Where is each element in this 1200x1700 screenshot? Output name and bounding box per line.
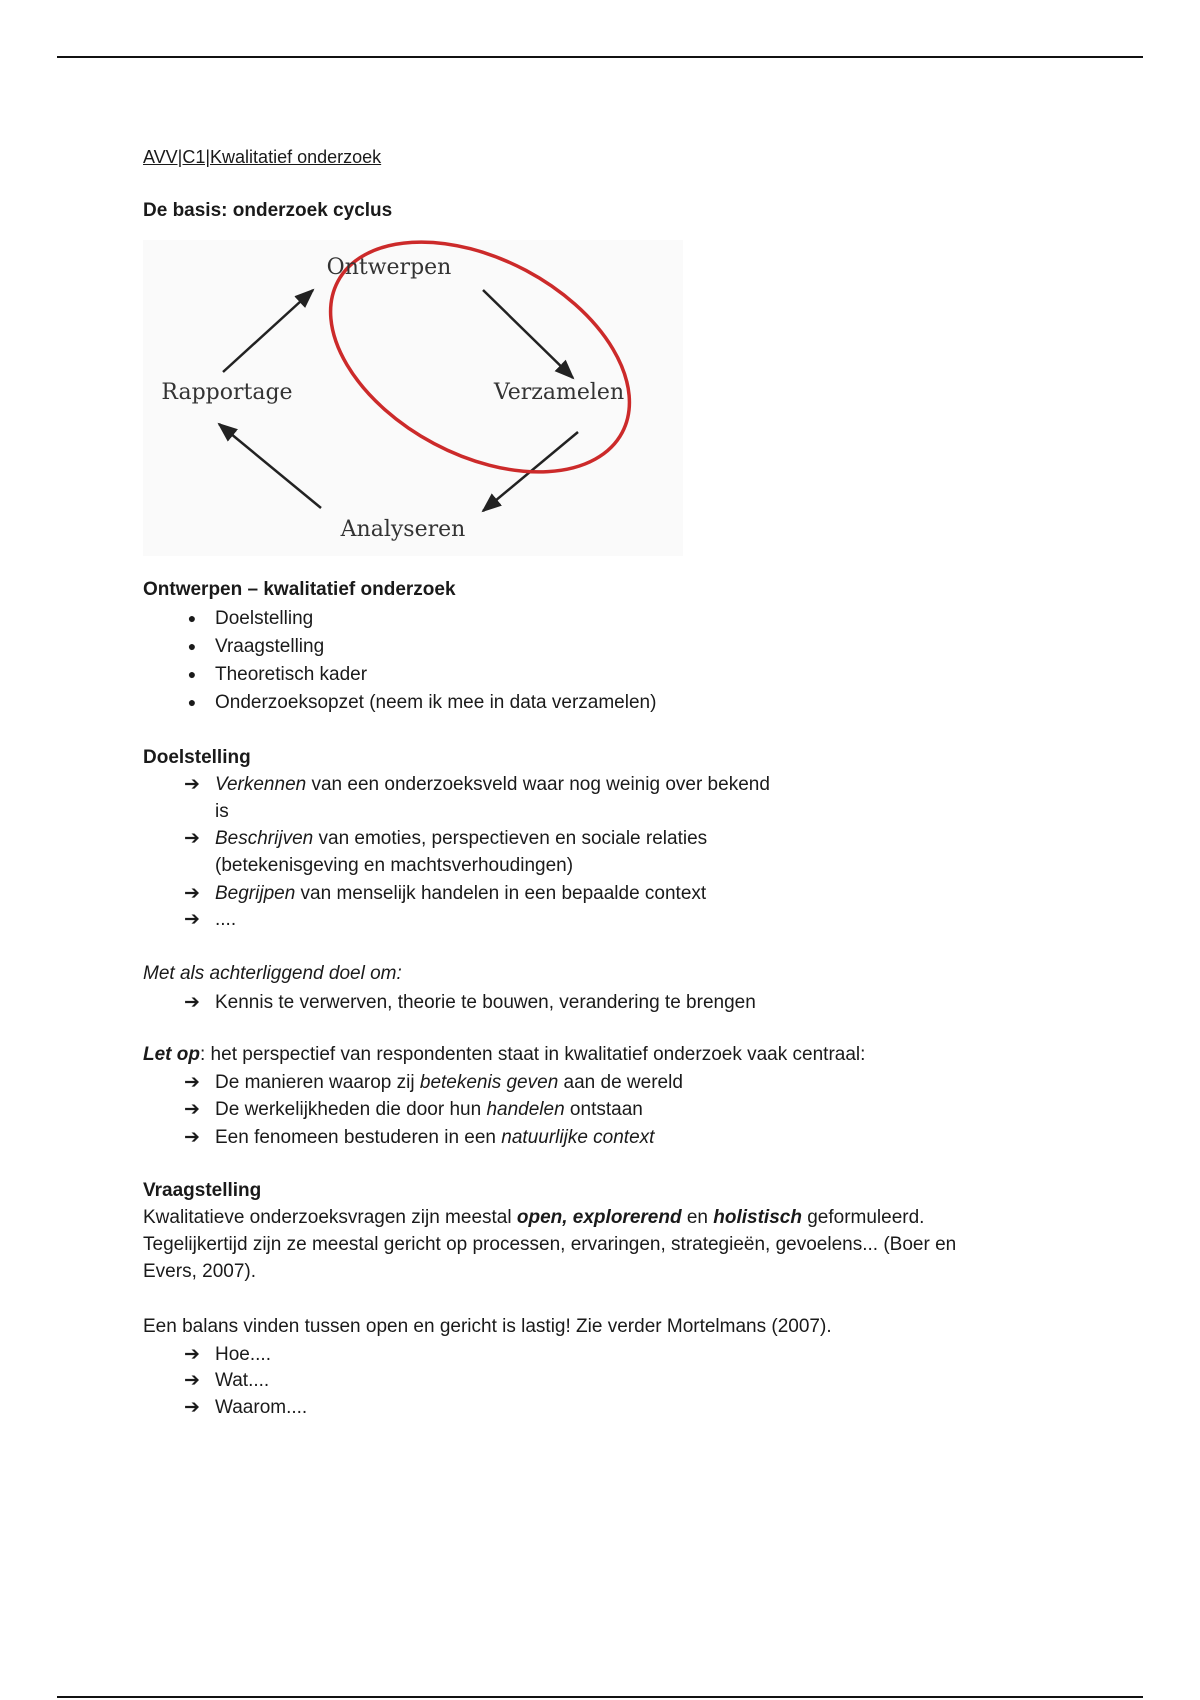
aim-intro: Met als achterliggend doel om:	[143, 963, 402, 984]
balans-paragraph: Een balans vinden tussen open en gericht is lastig! Zie verder Mortelmans (2007).	[143, 1316, 832, 1337]
node-verzamelen: Verzamelen	[493, 380, 625, 405]
bullet-icon: ●	[187, 610, 197, 626]
node-analyseren: Analyseren	[340, 517, 466, 542]
bullet-icon: ●	[187, 694, 197, 710]
arrow-right-icon: ➔	[184, 992, 200, 1013]
bullet-icon: ●	[187, 666, 197, 682]
ontwerpen-heading: Ontwerpen – kwalitatief onderzoek	[143, 579, 456, 600]
list-item-continuation: (betekenisgeving en machtsverhoudingen)	[215, 855, 574, 876]
arrow-right-icon: ➔	[184, 828, 200, 849]
list-item: ➔ Beschrijven van emoties, perspectieven en sociale relaties	[215, 825, 707, 852]
arrow-right-icon: ➔	[184, 883, 200, 904]
vraagstelling-heading: Vraagstelling	[143, 1180, 262, 1201]
arrow-right-icon: ➔	[184, 774, 200, 795]
list-item: ➔ De manieren waarop zij betekenis geven aan de wereld	[215, 1069, 683, 1096]
list-item: ● Doelstelling	[215, 605, 313, 632]
bottom-rule	[57, 1696, 1143, 1698]
basis-heading: De basis: onderzoek cyclus	[143, 200, 393, 221]
arrow-right-icon: ➔	[184, 1072, 200, 1093]
list-item: ➔ Kennis te verwerven, theorie te bouwen, verandering te brengen	[215, 989, 756, 1016]
list-item: ● Theoretisch kader	[215, 661, 367, 688]
list-item: ➔ Een fenomeen bestuderen in een natuurlijke context	[215, 1124, 654, 1151]
letop-line: Let op: het perspectief van respondenten staat in kwalitatief onderzoek vaak centraal:	[143, 1044, 866, 1065]
arrow-right-icon: ➔	[184, 1127, 200, 1148]
arrow-right-icon: ➔	[184, 909, 200, 930]
doelstelling-heading: Doelstelling	[143, 747, 251, 768]
top-rule	[57, 56, 1143, 58]
list-item: ● Onderzoeksopzet (neem ik mee in data verzamelen)	[215, 689, 656, 716]
list-item: ➔ Wat....	[215, 1367, 269, 1394]
vraagstelling-paragraph-line: Evers, 2007).	[143, 1261, 256, 1282]
page-title: AVV|C1|Kwalitatief onderzoek	[143, 147, 382, 167]
list-item: ➔ Begrijpen van menselijk handelen in een bepaalde context	[215, 880, 706, 907]
arrow-right-icon: ➔	[184, 1397, 200, 1418]
arrow-right-icon: ➔	[184, 1370, 200, 1391]
research-cycle-svg	[143, 240, 683, 556]
bullet-icon: ●	[187, 638, 197, 654]
arrow-right-icon: ➔	[184, 1344, 200, 1365]
vraagstelling-paragraph-line: Tegelijkertijd zijn ze meestal gericht op processen, ervaringen, strategieën, gevoelens... (Boer en	[143, 1234, 957, 1255]
list-item: ● Vraagstelling	[215, 633, 324, 660]
list-item: ➔ Waarom....	[215, 1394, 307, 1421]
node-ontwerpen: Ontwerpen	[326, 255, 452, 280]
arrow-right-icon: ➔	[184, 1099, 200, 1120]
list-item: ➔ Hoe....	[215, 1341, 271, 1368]
list-item: ➔ De werkelijkheden die door hun handelen ontstaan	[215, 1096, 643, 1123]
list-item: ➔ Verkennen van een onderzoeksveld waar nog weinig over bekend	[215, 771, 770, 798]
vraagstelling-paragraph-line: Kwalitatieve onderzoeksvragen zijn meestal open, explorerend en holistisch geformuleerd.	[143, 1207, 925, 1228]
list-item-continuation: is	[215, 801, 229, 822]
research-cycle-diagram	[143, 240, 683, 556]
node-rapportage: Rapportage	[161, 380, 293, 405]
list-item: ➔ ....	[215, 906, 236, 933]
